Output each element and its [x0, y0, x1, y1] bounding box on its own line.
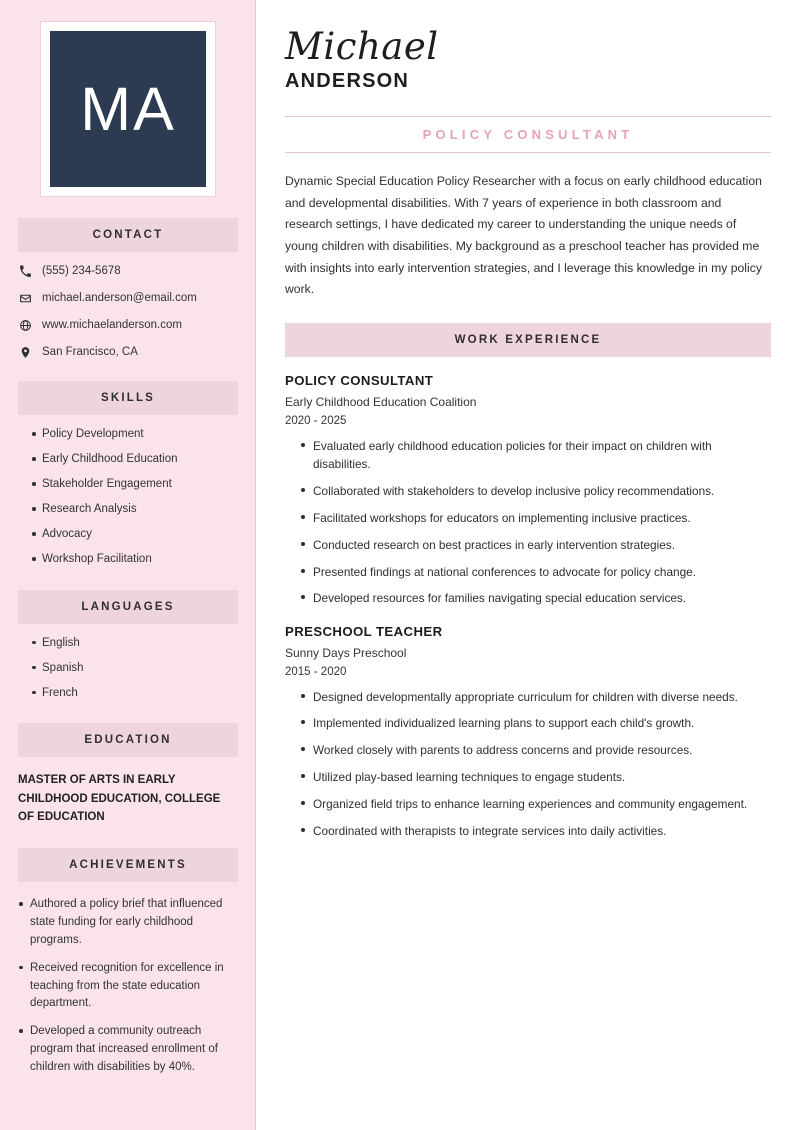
list-item: Coordinated with therapists to integrate services into daily activities.	[301, 822, 771, 840]
languages-section-header: LANGUAGES	[18, 590, 238, 624]
contact-email	[18, 291, 238, 305]
contact-phone-text: (555) 234-5678	[42, 265, 121, 277]
list-item: Evaluated early childhood education policies for their impact on children with disabilities.	[301, 437, 771, 474]
sidebar	[0, 0, 256, 1130]
contact-phone	[18, 264, 238, 278]
languages-list	[18, 636, 238, 702]
phone-icon	[18, 264, 32, 278]
list-item: Worked closely with parents to address concerns and provide resources.	[301, 741, 771, 759]
experience-dates: 2020 - 2025	[285, 415, 347, 428]
professional-summary: Dynamic Special Education Policy Researcher with a focus on early childhood education and developmental disabilities. With 7 years of experience in both classroom and research settings, I have dedicated my career to understanding the unique needs of young children with disabilities. My background as a preschool teacher has provided me with insights into early intervention strategies, and I leverage this knowledge in my policy work.	[285, 173, 762, 297]
contact-list	[18, 264, 238, 359]
list-item: Policy Development	[32, 427, 238, 443]
experience-entry	[285, 624, 771, 840]
education-section-header: EDUCATION	[18, 723, 238, 757]
experience-org: Early Childhood Education Coalition	[285, 395, 477, 410]
list-item: English	[32, 636, 238, 652]
contact-location-text: San Francisco, CA	[42, 346, 138, 358]
skills-list	[18, 427, 238, 568]
list-item: Received recognition for excellence in teaching from the state education department.	[18, 960, 238, 1013]
job-title-band: POLICY CONSULTANT	[285, 116, 771, 153]
experience-dates: 2015 - 2020	[285, 665, 347, 678]
experience-entry	[285, 373, 771, 607]
first-name: Michael	[285, 25, 439, 68]
work-experience-header: WORK EXPERIENCE	[285, 323, 771, 357]
list-item: Developed resources for families navigating special education services.	[301, 589, 771, 607]
list-item: Research Analysis	[32, 502, 238, 518]
location-pin-icon	[18, 345, 32, 359]
achievements-list	[18, 896, 238, 1076]
list-item: Facilitated workshops for educators on implementing inclusive practices.	[301, 509, 771, 527]
avatar: MA	[50, 31, 206, 187]
contact-location	[18, 345, 238, 359]
list-item: Early Childhood Education	[32, 452, 238, 468]
list-item: Authored a policy brief that influenced state funding for early childhood programs.	[18, 896, 238, 949]
list-item: Conducted research on best practices in early intervention strategies.	[301, 536, 771, 554]
experience-bullets	[285, 437, 771, 607]
contact-website	[18, 318, 238, 332]
main-content	[256, 0, 800, 1130]
experience-bullets	[285, 688, 771, 840]
list-item: Presented findings at national conferences to advocate for policy change.	[301, 563, 771, 581]
contact-email-text: michael.anderson@email.com	[42, 292, 197, 304]
list-item: Collaborated with stakeholders to develop inclusive policy recommendations.	[301, 482, 771, 500]
education-entry: MASTER OF ARTS IN EARLY CHILDHOOD EDUCATION, COLLEGE OF EDUCATION	[18, 774, 221, 823]
list-item: Designed developmentally appropriate curriculum for children with diverse needs.	[301, 688, 771, 706]
experience-role: POLICY CONSULTANT	[285, 373, 434, 389]
experience-org: Sunny Days Preschool	[285, 645, 407, 660]
list-item: Spanish	[32, 661, 238, 677]
list-item: French	[32, 686, 238, 702]
last-name: ANDERSON	[285, 69, 410, 92]
sidebar-divider	[255, 0, 256, 1130]
list-item: Workshop Facilitation	[32, 552, 238, 568]
envelope-icon	[18, 291, 32, 305]
list-item: Developed a community outreach program that increased enrollment of children with disabilities by 40%.	[18, 1023, 238, 1076]
list-item: Implemented individualized learning plans to support each child's growth.	[301, 714, 771, 732]
contact-section-header: CONTACT	[18, 218, 238, 252]
list-item: Advocacy	[32, 527, 238, 543]
avatar-frame	[41, 22, 215, 196]
list-item: Organized field trips to enhance learning experiences and community engagement.	[301, 795, 771, 813]
list-item: Stakeholder Engagement	[32, 477, 238, 493]
skills-section-header: SKILLS	[18, 381, 238, 415]
list-item: Utilized play-based learning techniques to engage students.	[301, 768, 771, 786]
experience-role: PRESCHOOL TEACHER	[285, 623, 443, 639]
globe-icon	[18, 318, 32, 332]
achievements-section-header: ACHIEVEMENTS	[18, 848, 238, 882]
contact-website-text: www.michaelanderson.com	[42, 319, 182, 331]
